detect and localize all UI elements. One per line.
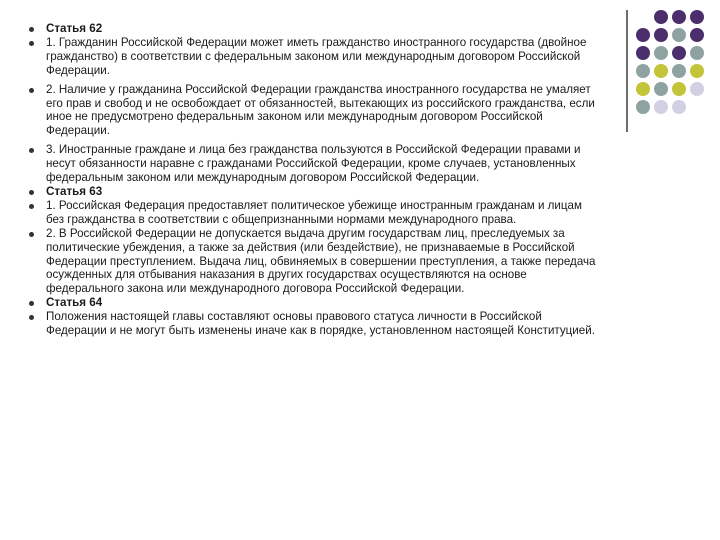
- decor-dot-icon: [636, 10, 650, 24]
- list-item: [26, 310, 598, 338]
- list-item-text: 2. В Российской Федерации не допускается выдача другим государствам лиц, преследуемых за политические убеждения, а также за действия (или бездействие), не признаваемые в Российской Федерации преступлением. Выдача лиц, обвиняемых в совершении преступления, а также передача осужденных для отбывания наказания в других государствах осуществляются на основе федерального закона или международного договора Российской Федерации.: [46, 226, 596, 296]
- list-item-text: 1. Гражданин Российской Федерации может иметь гражданство иностранного государства (двойное гражданство) в соответствии с федеральным законом или международным договором Российской Федерации.: [46, 35, 587, 77]
- article-heading-63: [26, 185, 598, 199]
- decor-dot-icon: [690, 82, 704, 96]
- list-item-text: Положения настоящей главы составляют основы правового статуса личности в Российской Федерации и не могут быть изменены иначе как в порядке, установленном настоящей Конституцией.: [46, 310, 595, 338]
- decor-dot-icon: [672, 46, 686, 60]
- list-item-text: Статья 62: [46, 22, 103, 35]
- list-item: [26, 199, 598, 227]
- bullet-dot-icon: [29, 301, 34, 306]
- list-item-text: 2. Наличие у гражданина Российской Федерации гражданства иностранного государства не умаляет его прав и свобод и не освобождает от обязанностей, вытекающих из российского гражданства, если иное не предусмотрено федеральным законом или международным договором Российской Федерации.: [46, 82, 595, 138]
- vertical-divider: [626, 10, 628, 132]
- decor-dot-icon: [690, 10, 704, 24]
- bullet-list: [26, 22, 598, 338]
- bullet-dot-icon: [29, 148, 34, 153]
- decor-dot-icon: [654, 64, 668, 78]
- bullet-dot-icon: [29, 88, 34, 93]
- list-item-text: Статья 63: [46, 184, 103, 198]
- decor-dot-icon: [636, 46, 650, 60]
- decor-dot-icon: [672, 10, 686, 24]
- list-item-text: 1. Российская Федерация предоставляет политическое убежище иностранным гражданам и лицам без гражданства в соответствии с общепризнанными нормами международного права.: [46, 198, 582, 226]
- list-item: [26, 227, 598, 297]
- decor-dot-icon: [672, 82, 686, 96]
- article-heading-64: [26, 296, 598, 310]
- decor-dot-icon: [690, 100, 704, 114]
- decor-dot-icon: [672, 64, 686, 78]
- decor-dot-icon: [690, 28, 704, 42]
- decor-dot-icon: [636, 64, 650, 78]
- decor-dot-icon: [636, 28, 650, 42]
- decor-dot-icon: [690, 46, 704, 60]
- decor-dot-icon: [636, 82, 650, 96]
- decor-dot-icon: [672, 28, 686, 42]
- bullet-dot-icon: [29, 190, 34, 195]
- decor-dot-icon: [690, 64, 704, 78]
- bullet-dot-icon: [29, 315, 34, 320]
- decorative-dot-grid: [636, 10, 704, 114]
- slide-content: [26, 22, 598, 338]
- decor-dot-icon: [672, 100, 686, 114]
- bullet-dot-icon: [29, 41, 34, 46]
- decor-dot-icon: [654, 100, 668, 114]
- decor-dot-icon: [654, 10, 668, 24]
- decor-dot-icon: [654, 28, 668, 42]
- list-item-text: 3. Иностранные граждане и лица без гражданства пользуются в Российской Федерации правами и несут обязанности наравне с гражданами Российской Федерации, кроме случаев, установленных федеральным законом или международным договором Российской Федерации.: [46, 143, 581, 185]
- list-item: [26, 143, 598, 185]
- bullet-dot-icon: [29, 204, 34, 209]
- bullet-dot-icon: [29, 27, 34, 32]
- list-item: [26, 83, 598, 139]
- decor-dot-icon: [636, 100, 650, 114]
- decor-dot-icon: [654, 82, 668, 96]
- list-item: [26, 36, 598, 78]
- article-heading-62: [26, 22, 598, 36]
- bullet-dot-icon: [29, 232, 34, 237]
- list-item-text: Статья 64: [46, 296, 103, 310]
- decor-dot-icon: [654, 46, 668, 60]
